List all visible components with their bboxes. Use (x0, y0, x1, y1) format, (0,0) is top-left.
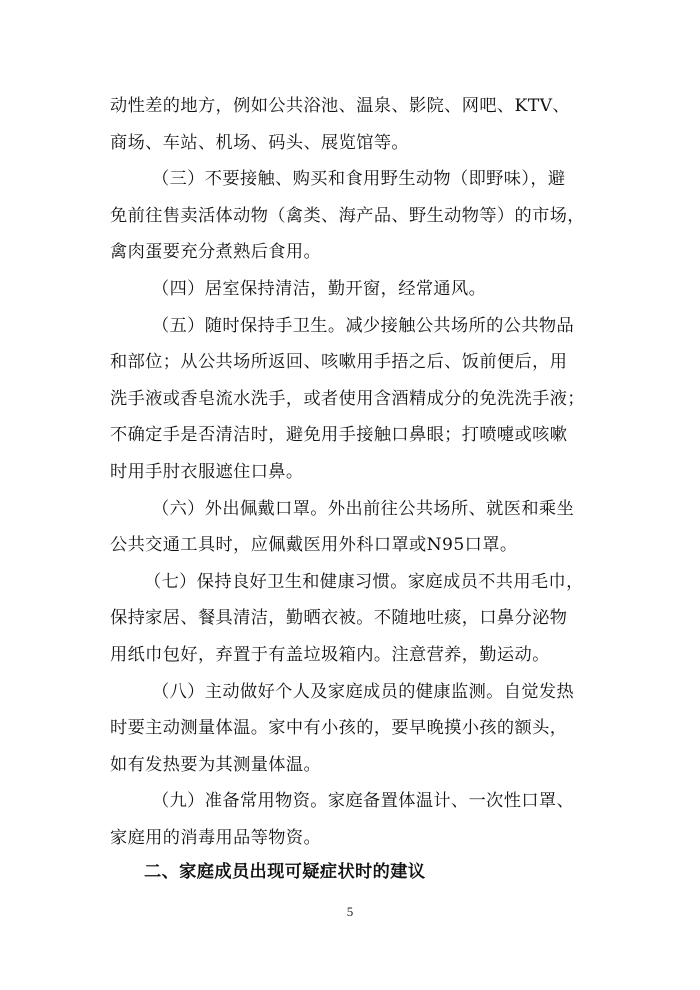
text-line: 商场、车站、机场、码头、展览馆等。 (110, 132, 409, 153)
text-line: 不确定手是否清洁时，避免用手接触口鼻眼；打喷嚏或咳嗽 (110, 425, 568, 446)
text-line: 家庭用的消毒用品等物资。 (110, 827, 322, 848)
text-line: （五）随时保持手卫生。减少接触公共场所的公共物品 (152, 315, 575, 336)
text-line: 洗手液或香皂流水洗手，或者使用含酒精成分的免洗洗手液； (110, 388, 585, 409)
section-heading: 二、家庭成员出现可疑症状时的建议 (144, 862, 426, 882)
text-line: 时要主动测量体温。家中有小孩的，要早晚摸小孩的额头， (110, 718, 568, 739)
text-line: 如有发热要为其测量体温。 (110, 754, 322, 775)
paragraph-item-3-wild-animals (110, 161, 610, 271)
text-line: 时用手肘衣服遮住口鼻。 (110, 461, 304, 482)
page-number: 5 (346, 904, 354, 919)
text-line: 用纸巾包好，弃置于有盖垃圾箱内。注意营养，勤运动。 (110, 644, 550, 665)
text-line: （四）居室保持清洁，勤开窗，经常通风。 (152, 278, 487, 299)
body-text (110, 88, 610, 856)
text-line: （九）准备常用物资。家庭备置体温计、一次性口罩、 (152, 791, 575, 812)
text-line: 免前往售卖活体动物（禽类、海产品、野生动物等）的市场， (110, 205, 585, 226)
paragraph-item-5-hand-hygiene (110, 308, 610, 491)
paragraph-item-7-habits (110, 564, 610, 674)
paragraph-item-6-masks (110, 491, 610, 564)
paragraph-item-4-ventilation (110, 271, 610, 308)
text-line: 禽肉蛋要充分煮熟后食用。 (110, 242, 322, 263)
text-line: 公共交通工具时，应佩戴医用外科口罩或N95口罩。 (110, 535, 518, 556)
paragraph-item-8-monitoring (110, 674, 610, 784)
text-line: （七）保持良好卫生和健康习惯。家庭成员不共用毛巾， (144, 571, 584, 592)
paragraph-public-places-continued (110, 88, 610, 161)
paragraph-item-9-supplies (110, 783, 610, 856)
text-line: 和部位；从公共场所返回、咳嗽用手捂之后、饭前便后，用 (110, 352, 568, 373)
text-line: （三）不要接触、购买和食用野生动物（即野味），避 (152, 169, 566, 190)
text-line: （六）外出佩戴口罩。外出前往公共场所、就医和乘坐 (152, 498, 575, 519)
text-line: （八）主动做好个人及家庭成员的健康监测。自觉发热 (152, 681, 575, 702)
text-line: 保持家居、餐具清洁，勤晒衣被。不随地吐痰，口鼻分泌物 (110, 608, 568, 629)
text-line: 动性差的地方，例如公共浴池、温泉、影院、网吧、KTV、 (110, 96, 571, 116)
